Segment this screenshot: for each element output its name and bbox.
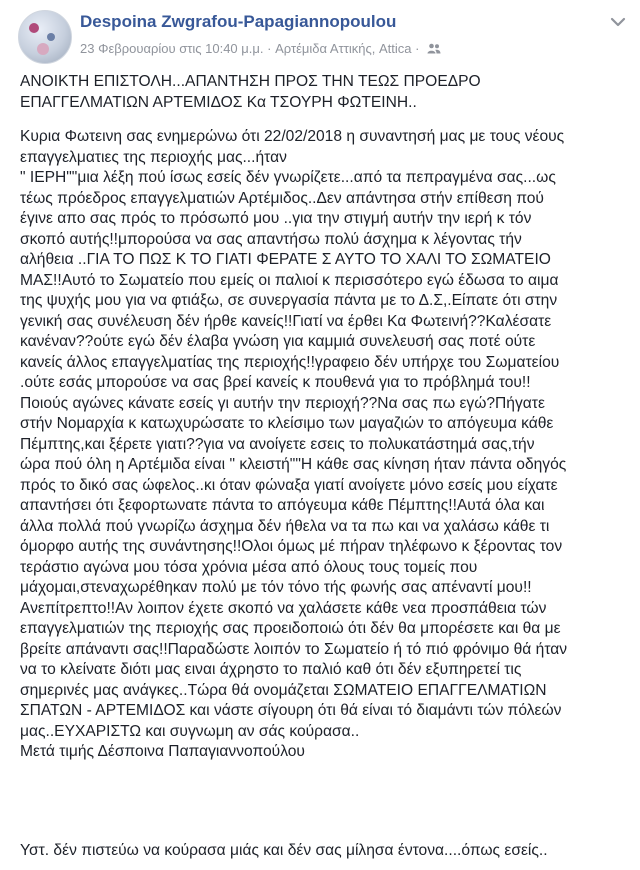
- avatar[interactable]: [18, 10, 72, 64]
- body-line: άλλα πολλά πού γνωρίζω άσχημα δέν ήθελα να τα πω και να χαλάσω κάθε τι: [20, 517, 550, 535]
- post-location[interactable]: Αρτέμιδα Αττικής, Attica: [275, 41, 412, 57]
- post-timestamp[interactable]: 23 Φεβρουαρίου στις 10:40 μ.μ.: [80, 41, 264, 57]
- body-line: βρείτε απάναντι σας!!Παραδώστε λοιπόν το Σωματείο ή τό πιό φρόνιμο θά ήταν: [20, 640, 568, 658]
- body-line: ώρα πού όλη η Αρτέμιδα είναι " κλειστή""Η κάθε σας κίνηση ήταν πάντα οδηγός: [20, 456, 567, 473]
- body-line: όμορφο αυτής της συνάντησης!!Ολοι όμως μέ πήραν τηλέφωνο κ ξέροντας τον: [20, 538, 563, 555]
- avatar-detail: [37, 43, 49, 55]
- avatar-detail: [29, 23, 39, 33]
- body-line: κανέναν??ούτε εγώ δέν έλαβα γνώση για καμμιά συνελευσή σας ποτέ ούτε: [20, 333, 536, 350]
- post-paragraph: [20, 127, 626, 763]
- body-line: Ποιούς αγώνες κάνατε εσείς γι αυτήν την περιοχή??Να σας πω εγώ?Πήγατε: [20, 394, 545, 412]
- body-line: " ΙΕΡΗ""μια λέξη πού ίσως εσείς δέν γνωρίζετε...από τα πεπραγμένα σας...ως: [20, 169, 556, 186]
- body-line: αλήθεια ..ΓΙΑ ΤΟ ΠΩΣ Κ ΤΟ ΓΙΑΤΙ ΦΕΡΑΤΕ Σ ΑΥΤΟ ΤΟ ΧΑΛΙ ΤΟ ΣΩΜΑΤΕΙΟ: [20, 251, 551, 268]
- body-line: να το κλείνατε διότι μας ειναι άχρηστο το παλιό καθ ότι δέν εξυπηρετεί τις: [20, 661, 522, 678]
- post-header: [0, 0, 640, 70]
- author-name[interactable]: Despoina Zwgrafou-Papagiannopoulou: [80, 12, 397, 31]
- heading-line: ΑΝΟΙΚΤΗ ΕΠΙΣΤΟΛΗ...ΑΠΑΝΤΗΣΗ ΠΡΟΣ ΤΗΝ ΤΕΩΣ ΠΡΟΕΔΡΟ: [20, 73, 481, 90]
- postscript-line: Υστ. δέν πιστεύω να κούρασα μιάς και δέν σας μίλησα έντονα....όπως εσείς..: [20, 842, 548, 859]
- body-line: ΣΠΑΤΩΝ - ΑΡΤΕΜΙΔΟΣ και νάστε σίγουρη ότι θά είναι τό διαμάντι τών πόλεών: [20, 702, 562, 719]
- meta-separator: ·: [415, 41, 420, 57]
- body-line: σημερινές μας ανάγκες..Τώρα θά ονομάζεται ΣΩΜΑΤΕΙΟ ΕΠΑΓΓΕΛΜΑΤΙΩΝ: [20, 681, 547, 699]
- body-line: επαγγελματιες της περιοχής μας...ήταν: [20, 148, 287, 166]
- friends-icon[interactable]: [427, 43, 441, 54]
- avatar-detail: [47, 33, 55, 41]
- body-line: Πέμπτης,και ξέρετε γιατι??για να ανοίγετε εσεις το πολυκατάστημά σας,τήν: [20, 435, 535, 453]
- body-line: απαντήσει ότι ξεφορτωνατε πάντα το απόγευμα κάθε Πέμπτης!!Αυτά όλα και: [20, 497, 545, 514]
- body-line: .ούτε εσάς μπορούσε να σας βρεί κανείς κ πουθενά για το πρόβλημά του!!: [20, 374, 531, 391]
- body-line: έγινε απο σας πρός το πρόσωπό μου ..για την στιγμή αυτήν την ιερή κ τόν: [20, 210, 532, 227]
- body-line: Κυρια Φωτεινη σας ενημερώνω ότι 22/02/2018 η συναντησή μας με τους νέους: [20, 128, 565, 145]
- body-line: γενική σας συνέλευση δέν ήρθε κανείς!!Γιατί να έρθει Κα Φωτεινή??Καλέσατε: [20, 312, 552, 330]
- body-line: στήν Νομαρχία κ κατωχυρώσατε το κλείσιμο των μαγαζιών το απόγευμα κάθε: [20, 415, 554, 432]
- body-line: κανείς άλλος επαγγελματίας της περιοχής!!γραφειο δέν υπήρχε του Σωματείου: [20, 353, 560, 371]
- body-line: μάχομαι,στεναχωρέθηκαν πολύ με τόν τόνο τής φωνής σας απέναντί μου!!: [20, 579, 532, 596]
- heading-line: ΕΠΑΓΓΕΛΜΑΤΙΩΝ ΑΡΤΕΜΙΔΟΣ Κα ΤΣΟΥΡΗ ΦΩΤΕΙΝΗ..: [20, 93, 417, 111]
- post-meta: [80, 40, 441, 56]
- meta-separator: ·: [267, 41, 272, 57]
- body-line: Ανεπίτρεπτο!!Αν λοιπον έχετε σκοπό να χαλάσετε κάθε νεα προσπάθεια τών: [20, 599, 547, 617]
- body-line: πρός το δικό σας ώφελος..κι όταν φώναξα γιατί ανοίγετε μόνο εσείς μου είχατε: [20, 476, 558, 494]
- signature-line: Μετά τιμής Δέσποινα Παπαγιαννοπούλου: [20, 743, 305, 760]
- body-line: επαγγελματιών της περιοχής σας προειδοποιώ ότι δέν θα μπορέσετε και θα με: [20, 620, 561, 637]
- post-body: [20, 72, 626, 771]
- post-heading: [20, 72, 626, 113]
- body-line: της ψυχής μου για να φτιάξω, σε συνεργασία πάντα με το Δ.Σ,.Είπατε ότι στην: [20, 292, 558, 309]
- body-line: σκοπό αυτής!!μπορούσα να σας απαντήσω πολύ άσχημα κ λέγοντας τήν: [20, 230, 522, 248]
- chevron-down-icon[interactable]: [610, 16, 626, 28]
- body-line: τεράστιο αγώνα μου τόσα χρόνια μέσα από όλους τους τομείς που: [20, 558, 478, 576]
- body-line: μας..ΕΥΧΑΡΙΣΤΩ και συγνωμη αν σάς κούρασα..: [20, 722, 360, 740]
- body-line: ΜΑΣ!!Αυτό το Σωματείο που εμείς οι παλιοί κ περισσότερο εγώ έδωσα το αιμα: [20, 271, 559, 289]
- body-line: τέως πρόεδρος επαγγελματιών Αρτέμιδος..Δεν απάντησα στήν επίθεση πού: [20, 189, 544, 207]
